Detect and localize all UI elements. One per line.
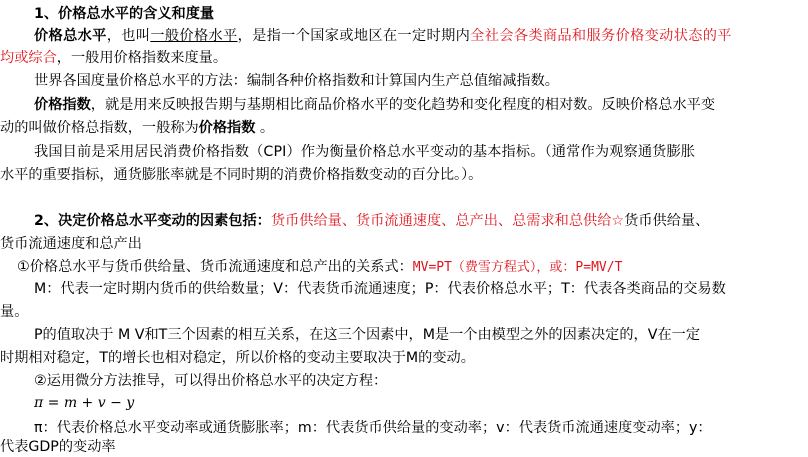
price-index-paragraph-line2: 动的叫做价格总指数，一般称为价格指数 。 — [0, 120, 275, 136]
variable-definitions-line1: M：代表一定时期内货币的供给数量；V：代表货币流通速度；P：代表价格总水平；T：代表各类商品的交易数 — [34, 281, 726, 297]
section1-heading: 1、价格总水平的含义和度量 — [34, 6, 215, 22]
factors-list: 货币供给量、货币流通速度、总产出、总需求和总供给 — [270, 213, 612, 229]
term-price-index-2: 价格指数 — [198, 120, 256, 136]
section2-heading: 2、决定价格总水平变动的因素包括： — [34, 213, 271, 229]
explanation-line2: 时期相对稳定，T的增长也相对稳定，所以价格的变动主要取决于M的变动。 — [0, 350, 475, 366]
derivation-item: ②运用微分方法推导，可以得出价格总水平的决定方程： — [34, 373, 388, 389]
explanation-line1: P的值取决于 M V和T三个因素的相互关系，在这三个因素中，M是一个由模型之外的因素决定的，V在一定 — [34, 327, 701, 343]
variable-definitions-line2: 量。 — [0, 304, 29, 320]
section2-heading-line1: 2、决定价格总水平变动的因素包括：货币供给量、货币流通速度、总产出、总需求和总供给☆货币供给量、 — [34, 213, 710, 229]
definition-paragraph-line1: 价格总水平，也叫一般价格水平，是指一个国家或地区在一定时期内全社会各类商品和服务价格变动状态的平 — [34, 28, 732, 44]
cpi-paragraph-line1: 我国目前是采用居民消费价格指数（CPI）作为衡量价格总水平变动的基本指标。（通常作为观察通货膨胀 — [34, 144, 696, 160]
symbol-definitions-line1: π：代表价格总水平变动率或通货膨胀率；m：代表货币供给量的变动率；v：代表货币流通速度变动率；y： — [34, 420, 712, 436]
alias-general-price-level: 一般价格水平 — [150, 28, 238, 44]
section2-heading-line2: 货币流通速度和总产出 — [0, 236, 142, 252]
highlight-definition: 全社会各类商品和服务价格变动状态的平 — [470, 28, 732, 44]
price-level-equation: π = m + v − y — [34, 395, 135, 411]
fisher-equation: MV=PT（费雪方程式），或：P=MV/T — [412, 260, 623, 275]
star-icon: ☆ — [611, 213, 625, 229]
term-price-index: 价格指数 — [34, 97, 91, 113]
symbol-definitions-line2: 代表GDP的变动率 — [0, 439, 116, 455]
definition-paragraph-line2: 均或综合，一般用价格指数来度量。 — [0, 50, 228, 66]
measurement-methods-paragraph: 世界各国度量价格总水平的方法：编制各种价格指数和计算国内生产总值缩减指数。 — [34, 73, 559, 89]
term-price-level: 价格总水平 — [34, 28, 107, 44]
cpi-paragraph-line2: 水平的重要指标，通货膨胀率就是不同时期的消费价格指数变动的百分比。）。 — [0, 167, 483, 183]
relation-item: ①价格总水平与货币供给量、货币流通速度和总产出的关系式：MV=PT（费雪方程式），或：P=MV/T — [17, 259, 623, 275]
price-index-paragraph-line1: 价格指数，就是用来反映报告期与基期相比商品价格水平的变化趋势和变化程度的相对数。反映价格总水平变 — [34, 97, 716, 113]
